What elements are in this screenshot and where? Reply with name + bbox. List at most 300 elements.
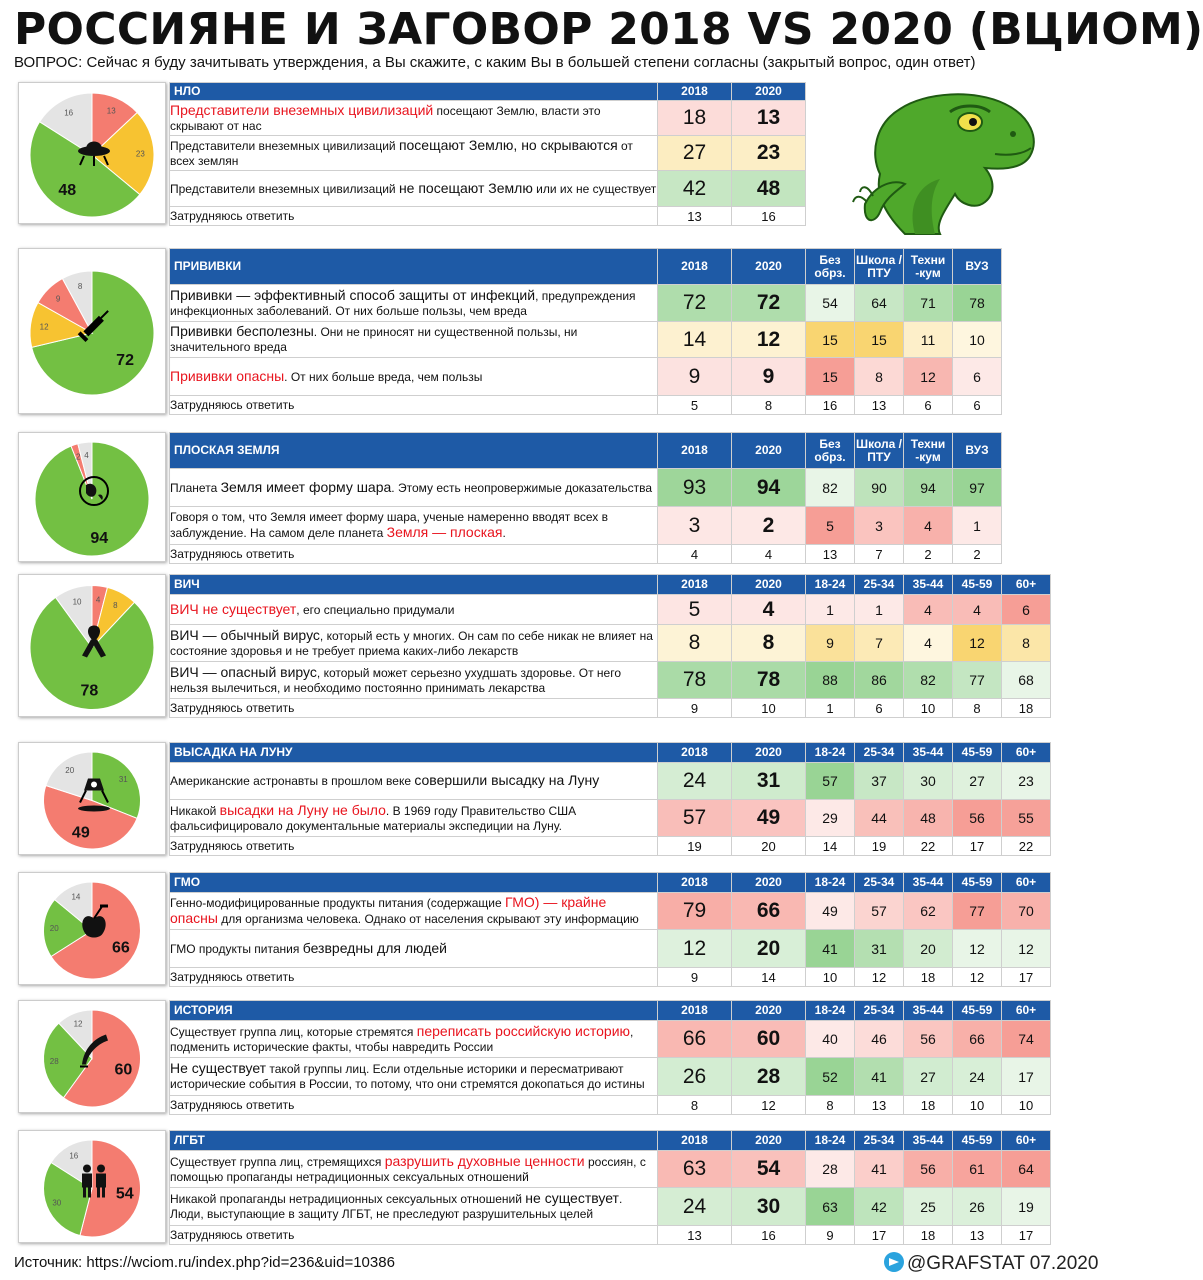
column-header: 35-44	[904, 575, 953, 595]
subgroup-cell: 42	[855, 1188, 904, 1226]
subgroup-cell: 6	[1002, 595, 1051, 625]
subgroup-cell: 41	[855, 1151, 904, 1188]
column-header: 25-34	[855, 1001, 904, 1021]
statement-text: Говоря о том, что Земля имеет форму шара, ученые намеренно вводят всех в заблуждение. На самом деле планета	[170, 510, 608, 540]
topic-header: ПРИВИВКИ	[170, 249, 658, 285]
pie-slice-label: 20	[65, 765, 75, 775]
pie-slice-label: 14	[71, 892, 81, 902]
topic-header: ИСТОРИЯ	[170, 1001, 658, 1021]
column-header: 2018	[658, 743, 732, 763]
value-cell: 9	[658, 358, 732, 396]
subgroup-cell: 20	[904, 930, 953, 968]
pie-panel	[18, 574, 166, 717]
undecided-value: 9	[806, 1226, 855, 1245]
subgroup-cell: 37	[855, 763, 904, 800]
value-cell: 26	[658, 1058, 732, 1096]
subgroup-cell: 40	[806, 1021, 855, 1058]
table-row-undecided	[170, 1096, 1051, 1115]
table-row	[170, 358, 1002, 396]
pie-slice-label: 48	[58, 182, 77, 200]
subgroup-cell: 23	[1002, 763, 1051, 800]
table-row	[170, 800, 1051, 837]
page-title: РОССИЯНЕ И ЗАГОВОР 2018 VS 2020 (ВЦИОМ)	[14, 4, 1203, 55]
statement-cell	[170, 763, 658, 800]
pie-slice-label: 66	[112, 939, 130, 957]
undecided-value: 13	[855, 1096, 904, 1115]
undecided-value: 6	[953, 396, 1002, 415]
value-cell: 49	[732, 800, 806, 837]
topic-table	[169, 742, 1051, 856]
table-row	[170, 1058, 1051, 1096]
undecided-value: 17	[1002, 968, 1051, 987]
subgroup-cell: 86	[855, 662, 904, 699]
subgroup-cell: 4	[953, 595, 1002, 625]
value-cell: 60	[732, 1021, 806, 1058]
undecided-value: 12	[953, 968, 1002, 987]
subgroup-cell: 56	[904, 1151, 953, 1188]
topic-block	[18, 1000, 1056, 1113]
pie-slice-label: 2	[76, 452, 81, 462]
statement-cell	[170, 625, 658, 662]
value-cell: 24	[658, 763, 732, 800]
subgroup-cell: 52	[806, 1058, 855, 1096]
pie-slice-label: 4	[95, 595, 101, 605]
subgroup-cell: 12	[953, 625, 1002, 662]
column-header: 45-59	[953, 1131, 1002, 1151]
subgroup-cell: 56	[904, 1021, 953, 1058]
column-header: 60+	[1002, 575, 1051, 595]
statement-cell	[170, 1188, 658, 1226]
column-header: 2020	[732, 83, 806, 101]
undecided-value: 17	[855, 1226, 904, 1245]
subgroup-cell: 1	[855, 595, 904, 625]
statement-text: , предупреждения инфекционных заболеваний. От них больше пользы, чем вреда	[170, 288, 636, 318]
column-header: 2020	[732, 1131, 806, 1151]
table-row-undecided	[170, 1226, 1051, 1245]
topic-block	[18, 432, 1056, 562]
pie-slice-label: 8	[113, 601, 118, 611]
statement-text: безвредны для людей	[302, 939, 447, 956]
subgroup-cell: 94	[904, 469, 953, 507]
pie-chart	[19, 743, 165, 856]
pie-panel	[18, 1130, 166, 1243]
column-header: 18-24	[806, 873, 855, 893]
undecided-value: 16	[806, 396, 855, 415]
statement-cell	[170, 1021, 658, 1058]
statement-text: посещают Землю, власти это скрывают от нас	[170, 103, 601, 133]
value-cell: 42	[658, 171, 732, 207]
column-header: 2018	[658, 249, 732, 285]
undecided-label: Затрудняюсь ответить	[170, 699, 658, 718]
value-cell: 12	[658, 930, 732, 968]
value-cell: 20	[732, 930, 806, 968]
undecided-label: Затрудняюсь ответить	[170, 207, 658, 226]
topic-header: НЛО	[170, 83, 658, 101]
pie-slice-label: 10	[72, 597, 82, 607]
subgroup-cell: 64	[1002, 1151, 1051, 1188]
undecided-value: 17	[1002, 1226, 1051, 1245]
pie-chart	[19, 575, 165, 718]
undecided-value: 16	[732, 1226, 806, 1245]
pie-chart	[19, 873, 165, 986]
statement-text: ГМО) — крайне опасны	[170, 894, 607, 926]
pie-slice-label: 23	[135, 149, 145, 159]
column-header: 35-44	[904, 1131, 953, 1151]
table-row-undecided	[170, 968, 1051, 987]
column-header: 25-34	[855, 743, 904, 763]
subgroup-cell: 11	[904, 322, 953, 358]
undecided-value: 10	[806, 968, 855, 987]
statement-text: Земля имеет форму шара	[220, 478, 392, 495]
column-header: 2020	[732, 743, 806, 763]
value-cell: 2	[732, 507, 806, 545]
topic-block	[18, 1130, 1056, 1243]
pie-chart	[19, 249, 165, 415]
pie-slice-label: 4	[84, 450, 89, 460]
pie-panel	[18, 248, 166, 414]
value-cell: 79	[658, 893, 732, 930]
table-row	[170, 893, 1051, 930]
subgroup-cell: 41	[806, 930, 855, 968]
statement-text: посещают Землю, но скрываются	[398, 136, 618, 153]
pie-slice-label: 30	[52, 1198, 62, 1208]
undecided-value: 18	[1002, 699, 1051, 718]
value-cell: 28	[732, 1058, 806, 1096]
value-cell: 66	[732, 893, 806, 930]
subgroup-cell: 15	[855, 322, 904, 358]
column-header: 2018	[658, 83, 732, 101]
statement-cell	[170, 1058, 658, 1096]
pie-slice-label: 16	[64, 108, 74, 118]
statement-text: Прививки опасны	[170, 367, 285, 384]
undecided-label: Затрудняюсь ответить	[170, 1226, 658, 1245]
undecided-value: 18	[904, 1096, 953, 1115]
undecided-value: 1	[806, 699, 855, 718]
column-header: 60+	[1002, 743, 1051, 763]
subgroup-cell: 4	[904, 625, 953, 662]
subgroup-cell: 5	[806, 507, 855, 545]
subgroup-cell: 17	[1002, 1058, 1051, 1096]
topic-header: ВЫСАДКА НА ЛУНУ	[170, 743, 658, 763]
statement-cell	[170, 893, 658, 930]
subgroup-cell: 88	[806, 662, 855, 699]
statement-text: Представители внеземных цивилизаций	[170, 181, 399, 196]
undecided-value: 13	[658, 207, 732, 226]
subgroup-cell: 25	[904, 1188, 953, 1226]
subgroup-cell: 6	[953, 358, 1002, 396]
statement-cell	[170, 662, 658, 699]
subgroup-cell: 57	[855, 893, 904, 930]
pie-slice-label: 13	[106, 106, 116, 116]
statement-text: высадки на Луну не было	[219, 801, 386, 818]
statement-text: или их не существует	[532, 181, 657, 196]
column-header: 18-24	[806, 743, 855, 763]
statement-text: , его специально придумали	[296, 602, 455, 617]
column-header: 18-24	[806, 1131, 855, 1151]
table-row-undecided	[170, 837, 1051, 856]
undecided-value: 10	[904, 699, 953, 718]
subgroup-cell: 64	[855, 285, 904, 322]
undecided-value: 7	[855, 545, 904, 564]
survey-question: ВОПРОС: Сейчас я буду зачитывать утверждения, а Вы скажите, с каким Вы в большей степени согласны (закрытый вопрос, один ответ)	[14, 54, 976, 71]
value-cell: 31	[732, 763, 806, 800]
statement-text: Планета	[170, 480, 221, 495]
statement-cell	[170, 800, 658, 837]
undecided-value: 19	[855, 837, 904, 856]
statement-text: ВИЧ не существует	[170, 600, 297, 617]
topic-block	[18, 574, 1056, 717]
source-note[interactable]: Источник: https://wciom.ru/index.php?id=236&uid=10386	[14, 1254, 395, 1271]
topic-block	[18, 872, 1056, 985]
column-header: 60+	[1002, 1131, 1051, 1151]
statement-text: .	[502, 526, 506, 540]
topic-block	[18, 82, 1056, 224]
statement-text: Представители внеземных цивилизаций	[170, 101, 434, 118]
subgroup-cell: 31	[855, 930, 904, 968]
undecided-value: 13	[855, 396, 904, 415]
statement-text: Не существует	[170, 1060, 267, 1076]
value-cell: 8	[732, 625, 806, 662]
column-header: 2020	[732, 249, 806, 285]
column-header: 2018	[658, 575, 732, 595]
value-cell: 14	[658, 322, 732, 358]
column-header: ВУЗ	[953, 433, 1002, 469]
subgroup-cell: 1	[806, 595, 855, 625]
undecided-value: 14	[732, 968, 806, 987]
pie-slice-label: 54	[115, 1185, 134, 1203]
column-header: 35-44	[904, 873, 953, 893]
subgroup-cell: 63	[806, 1188, 855, 1226]
value-cell: 13	[732, 101, 806, 136]
table-row	[170, 101, 806, 136]
value-cell: 4	[732, 595, 806, 625]
statement-text: от всех землян	[170, 138, 633, 168]
column-header: 18-24	[806, 1001, 855, 1021]
value-cell: 57	[658, 800, 732, 837]
topic-table	[169, 1000, 1051, 1115]
subgroup-cell: 68	[1002, 662, 1051, 699]
value-cell: 27	[658, 136, 732, 171]
undecided-value: 10	[953, 1096, 1002, 1115]
value-cell: 3	[658, 507, 732, 545]
column-header: 45-59	[953, 575, 1002, 595]
statement-text: Никакой пропаганды нетрадиционных сексуальных отношений	[170, 1192, 526, 1206]
statement-text: Американские астронавты в прошлом веке	[170, 774, 415, 788]
column-header: 2018	[658, 1131, 732, 1151]
undecided-label: Затрудняюсь ответить	[170, 837, 658, 856]
statement-cell	[170, 136, 658, 171]
pie-panel	[18, 1000, 166, 1113]
column-header: 2020	[732, 873, 806, 893]
statement-cell	[170, 595, 658, 625]
subgroup-cell: 56	[953, 800, 1002, 837]
table-row	[170, 1188, 1051, 1226]
subgroup-cell: 12	[1002, 930, 1051, 968]
undecided-value: 2	[953, 545, 1002, 564]
statement-text: не существует	[525, 1190, 619, 1206]
statement-text: , подменить исторические факты, чтобы навредить России	[170, 1024, 634, 1054]
statement-text: такой группы лиц. Если отдельные историки и пересматривают исторические события в России, то потому, что они стремятся докопаться до истины	[170, 1062, 645, 1091]
topic-table	[169, 872, 1051, 987]
subgroup-cell: 55	[1002, 800, 1051, 837]
statement-text: ВИЧ — опасный вирус	[170, 663, 317, 680]
column-header: 35-44	[904, 743, 953, 763]
column-header: Школа /ПТУ	[855, 249, 904, 285]
pie-slice-label: 78	[80, 682, 99, 700]
undecided-value: 9	[658, 968, 732, 987]
subgroup-cell: 4	[904, 507, 953, 545]
statement-cell	[170, 171, 658, 207]
undecided-value: 17	[953, 837, 1002, 856]
statement-text: Существует группа лиц, стремящихся	[170, 1154, 385, 1169]
undecided-value: 13	[806, 545, 855, 564]
subgroup-cell: 71	[904, 285, 953, 322]
pie-chart	[19, 433, 165, 563]
topic-header: ВИЧ	[170, 575, 658, 595]
author-credit	[884, 1252, 1098, 1275]
subgroup-cell: 15	[806, 322, 855, 358]
value-cell: 23	[732, 136, 806, 171]
undecided-value: 13	[953, 1226, 1002, 1245]
subgroup-cell: 62	[904, 893, 953, 930]
column-header: 45-59	[953, 873, 1002, 893]
pie-slice-label: 94	[90, 530, 109, 548]
subgroup-cell: 3	[855, 507, 904, 545]
value-cell: 54	[732, 1151, 806, 1188]
statement-text: не посещают Землю	[398, 179, 533, 196]
pie-chart	[19, 83, 165, 225]
table-row	[170, 1021, 1051, 1058]
topic-table	[169, 82, 806, 226]
undecided-value: 8	[953, 699, 1002, 718]
subgroup-cell: 97	[953, 469, 1002, 507]
value-cell: 72	[732, 285, 806, 322]
pie-panel	[18, 82, 166, 224]
subgroup-cell: 77	[953, 662, 1002, 699]
statement-text: совершили высадку на Луну	[414, 772, 600, 788]
pie-slice-label: 60	[114, 1061, 133, 1079]
subgroup-cell: 8	[1002, 625, 1051, 662]
value-cell: 78	[732, 662, 806, 699]
topic-block	[18, 248, 1056, 414]
column-header: Без обрз.	[806, 433, 855, 469]
value-cell: 30	[732, 1188, 806, 1226]
statement-text: Представители внеземных цивилизаций	[170, 138, 399, 153]
statement-text: Существует группа лиц, которые стремятся	[170, 1024, 417, 1039]
subgroup-cell: 12	[953, 930, 1002, 968]
undecided-label: Затрудняюсь ответить	[170, 396, 658, 415]
subgroup-cell: 41	[855, 1058, 904, 1096]
subgroup-cell: 7	[855, 625, 904, 662]
subgroup-cell: 61	[953, 1151, 1002, 1188]
table-row	[170, 469, 1002, 507]
statement-text: россиян, с помощью пропаганды нетрадиционных сексуальных отношений	[170, 1154, 646, 1184]
subgroup-cell: 82	[904, 662, 953, 699]
table-row	[170, 930, 1051, 968]
value-cell: 63	[658, 1151, 732, 1188]
topic-header: ГМО	[170, 873, 658, 893]
subgroup-cell: 90	[855, 469, 904, 507]
statement-text: ГМО продукты питания	[170, 941, 303, 956]
undecided-value: 18	[904, 1226, 953, 1245]
pie-slice-label: 28	[49, 1056, 59, 1066]
column-header: 25-34	[855, 1131, 904, 1151]
undecided-value: 4	[658, 545, 732, 564]
table-row	[170, 763, 1051, 800]
statement-cell	[170, 358, 658, 396]
column-header: 45-59	[953, 1001, 1002, 1021]
undecided-value: 12	[855, 968, 904, 987]
statement-cell	[170, 469, 658, 507]
pie-slice-label: 8	[77, 282, 83, 292]
table-row	[170, 595, 1051, 625]
value-cell: 12	[732, 322, 806, 358]
undecided-value: 8	[806, 1096, 855, 1115]
statement-text: для организма человека. Однако от населения скрывают эту информацию	[217, 912, 639, 926]
topic-table	[169, 432, 1002, 564]
topic-header: ЛГБТ	[170, 1131, 658, 1151]
pie-panel	[18, 742, 166, 855]
table-row	[170, 507, 1002, 545]
subgroup-cell: 44	[855, 800, 904, 837]
undecided-value: 8	[658, 1096, 732, 1115]
pie-slice-label: 20	[49, 924, 59, 934]
pie-slice-label: 16	[69, 1151, 79, 1161]
statement-cell	[170, 507, 658, 545]
value-cell: 93	[658, 469, 732, 507]
pie-chart	[19, 1131, 165, 1244]
column-header: 2018	[658, 1001, 732, 1021]
undecided-label: Затрудняюсь ответить	[170, 545, 658, 564]
table-row	[170, 171, 806, 207]
column-header: Без обрз.	[806, 249, 855, 285]
undecided-value: 8	[732, 396, 806, 415]
statement-text: . От них больше вреда, чем пользы	[284, 369, 483, 384]
subgroup-cell: 74	[1002, 1021, 1051, 1058]
statement-cell	[170, 285, 658, 322]
topic-table	[169, 1130, 1051, 1245]
topic-header: ПЛОСКАЯ ЗЕМЛЯ	[170, 433, 658, 469]
statement-text: . Они не приносят ни существенной пользы, ни значительного вреда	[170, 325, 578, 354]
subgroup-cell: 1	[953, 507, 1002, 545]
undecided-value: 2	[904, 545, 953, 564]
subgroup-cell: 82	[806, 469, 855, 507]
column-header: 25-34	[855, 575, 904, 595]
subgroup-cell: 9	[806, 625, 855, 662]
subgroup-cell: 78	[953, 285, 1002, 322]
statement-text: . В 1969 году Правительство США фальсифицировало документальные материалы экспедиции на Луну.	[170, 803, 577, 833]
pie-chart	[19, 1001, 165, 1114]
column-header: 25-34	[855, 873, 904, 893]
table-row-undecided	[170, 699, 1051, 718]
undecided-value: 6	[904, 396, 953, 415]
pie-slice-label: 49	[71, 824, 90, 842]
column-header: 60+	[1002, 1001, 1051, 1021]
statement-text: , который может серьезно ухудшать здоровье. От него нельзя вылечиться, и необходимо постоянно принимать лекарства	[170, 665, 622, 695]
undecided-value: 22	[1002, 837, 1051, 856]
column-header: 2020	[732, 433, 806, 469]
table-row	[170, 322, 1002, 358]
column-header: 18-24	[806, 575, 855, 595]
subgroup-cell: 54	[806, 285, 855, 322]
statement-text: Прививки бесполезны	[170, 323, 314, 339]
subgroup-cell: 12	[904, 358, 953, 396]
undecided-value: 18	[904, 968, 953, 987]
subgroup-cell: 48	[904, 800, 953, 837]
statement-text: . Этому есть неопровержимые доказательства	[391, 480, 653, 495]
value-cell: 8	[658, 625, 732, 662]
statement-text: . Люди, выступающие в защиту ЛГБТ, не преследуют разрушительных целей	[170, 1192, 623, 1221]
